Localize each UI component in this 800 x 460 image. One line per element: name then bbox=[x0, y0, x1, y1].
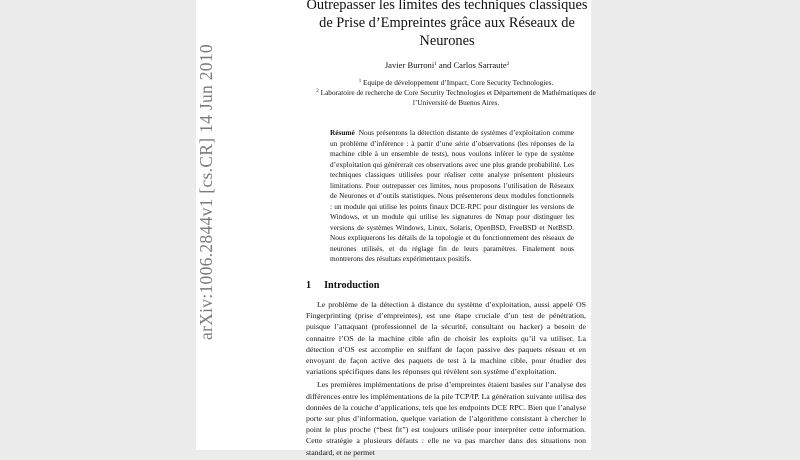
authors-join: and bbox=[436, 60, 454, 70]
section-heading bbox=[306, 280, 379, 291]
section-number: 1 bbox=[306, 280, 312, 291]
authors-line bbox=[288, 60, 606, 70]
abstract-text: Nous présentons la détection distante de systèmes d’exploitation comme un problème d’inférence : à partir d’une série d’observations (les réponses de la machine cible à un ensemble de tests), nous voulons inférer le type de système d’exploitation qui générerait ces observations avec une plus grande probabilité. Les techniques classiques utilisées pour réaliser cette analyse présentent plusieurs limitations. Pour outrepasser ces limites, nous proposons l’utilisation de Réseaux de Neurones et d’outils statistiques. Nous présenterons deux modules fonctionnels : un module qui utilise les points finaux DCE-RPC pour distinguer les versions de Windows, et un module qui utilise les signatures de Nmap pour distinguer les versions de systèmes Windows, Linux, Solaris, OpenBSD, FreeBSD et NetBSD. Nous expliquerons les détails de la topologie et du fonctionnement des réseaux de neurones utilisés, et du réglage fin de leurs paramètres. Finalement nous montrerons des résultats expérimentaux positifs. bbox=[330, 128, 574, 263]
section-title: Introduction bbox=[324, 280, 380, 291]
document-page bbox=[196, 0, 596, 457]
author-2: Carlos Sarraute bbox=[453, 60, 507, 70]
affiliation-1-text: Equipe de développement d’Impact, Core Security Technologies. bbox=[363, 78, 554, 87]
author-1: Javier Burroni bbox=[384, 60, 435, 70]
affiliation-2-sup: 2 bbox=[316, 89, 319, 94]
abstract bbox=[330, 128, 574, 265]
affiliation-2-text: Laboratoire de recherche de Core Security Technologies et Département de Mathématiques de l’Université de Buenos Aires. bbox=[320, 88, 596, 107]
paragraph-2: Les premières implémentations de prise d’empreintes étaient basées sur l’analyse des différences entre les implémentations de la pile TCP/IP. La génération suivante utilisa des données de la couche d’applications, tels que les endpoints DCE RPC. Bien que l’analyse porte sur plus d’information, quelque variation de l’algorithme consistant à chercher le point le plus proche (“best fit”) est toujours utilisée pour interpréter cette information. Cette stratégie a plusieurs défauts : elle ne va pas marcher dans des situations non standard, et ne permet bbox=[306, 380, 586, 457]
body-text bbox=[306, 299, 586, 460]
arxiv-identifier-stamp: arXiv:1006.2844v1 [cs.CR] 14 Jun 2010 bbox=[196, 44, 216, 340]
title-line-3: Neurones bbox=[419, 33, 475, 49]
paper-title bbox=[288, 0, 606, 50]
author-2-sup: 2 bbox=[506, 62, 510, 67]
affiliation-1-sup: 1 bbox=[358, 79, 362, 84]
affiliation-2 bbox=[306, 88, 606, 108]
affiliations bbox=[306, 78, 606, 108]
abstract-label: Résumé bbox=[330, 128, 355, 137]
paragraph-1: Le problème de la détection à distance du système d’exploitation, aussi appelé OS Fingerprinting (prise d’empreintes), est une étape cruciale d’un test de pénétration, puisque l’attaquant (professionnel de la sécurité, consultant ou hacker) a besoin de connaitre l’OS de la machine cible afin de choisir les exploits qu’il va utiliser. La détection d’OS est accomplie en sniffant de façon passive des paquets réseau et en envoyant de façon active des paquets de test à la machine cible, pour étudier des variations spécifiques dans les réponses qui révèlent son système d’exploitation. bbox=[306, 300, 586, 377]
title-line-1: Outrepasser les limites des techniques classiques bbox=[306, 0, 588, 13]
title-line-2: de Prise d’Empreintes grâce aux Réseaux de bbox=[319, 15, 575, 31]
author-1-sup: 1 bbox=[434, 62, 437, 67]
affiliation-1 bbox=[306, 78, 606, 88]
